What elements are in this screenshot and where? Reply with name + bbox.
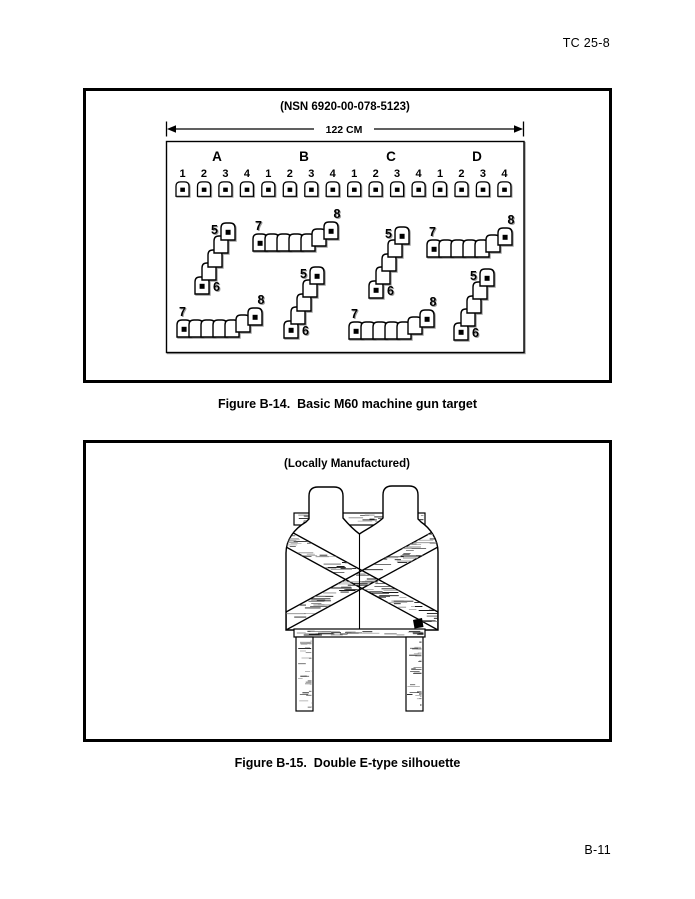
- lane-number: 4: [329, 168, 336, 180]
- document-reference: TC 25-8: [562, 36, 610, 50]
- arrow-left-icon: [167, 125, 176, 133]
- lane-number: 1: [179, 168, 186, 180]
- silhouette-target: [176, 182, 189, 196]
- figure-b14-drawing: [86, 91, 609, 380]
- group-label-5: 5: [300, 267, 307, 281]
- stand-right-leg: [406, 637, 423, 711]
- lane-number: 1: [265, 168, 272, 180]
- group-label-8: 8: [257, 293, 265, 307]
- lane-number: 2: [458, 168, 465, 180]
- aim-square-silhouette: [326, 182, 339, 196]
- width-dimension-label: 122 CM: [325, 123, 363, 136]
- aim-square-silhouette: [176, 182, 189, 196]
- group-label-6: 6: [472, 326, 479, 340]
- nsn-title: (NSN 6920-00-078-5123): [280, 101, 410, 113]
- aim-square-silhouette: [369, 182, 382, 196]
- lane-number: 3: [394, 168, 401, 180]
- silhouette-target: [348, 182, 361, 196]
- figure-b14-frame: [83, 88, 612, 383]
- lane-number: 2: [372, 168, 379, 180]
- column-letter: C: [386, 149, 396, 164]
- silhouette-target: [240, 182, 253, 196]
- silhouette-target: [305, 182, 318, 196]
- silhouette-target: [283, 182, 296, 196]
- silhouette-target: [248, 308, 262, 325]
- stand-left-leg: [296, 637, 313, 711]
- silhouette-target: [221, 223, 235, 240]
- group-label-7: 7: [179, 305, 186, 319]
- silhouette-target: [420, 310, 434, 327]
- group-label-6: 6: [213, 280, 220, 294]
- arrow-right-icon: [514, 125, 523, 133]
- silhouette-target: [476, 182, 489, 196]
- lane-number: 2: [200, 168, 208, 180]
- aim-square-silhouette: [240, 182, 253, 196]
- page-number: B-11: [584, 843, 611, 857]
- lane-number: 1: [351, 168, 358, 180]
- lane-number: 2: [286, 168, 293, 180]
- aim-square-silhouette: [434, 182, 447, 196]
- figure-b15-drawing: [86, 443, 609, 739]
- group-label-7: 7: [351, 307, 358, 321]
- aim-square-silhouette: [305, 182, 318, 196]
- lane-number: 3: [222, 168, 229, 180]
- lane-number: 4: [501, 168, 508, 180]
- figure-b14-caption: Figure B-14. Basic M60 machine gun target: [217, 397, 478, 411]
- aim-square-silhouette: [262, 182, 275, 196]
- group-label-5: 5: [385, 227, 392, 241]
- silhouette-target: [498, 228, 512, 245]
- aim-square-silhouette: [476, 182, 489, 196]
- group-label-8: 8: [429, 295, 437, 309]
- column-letter: D: [472, 149, 482, 164]
- group-label-7: 7: [255, 219, 262, 233]
- aim-square-silhouette: [412, 182, 425, 196]
- figure-b15-title: (Locally Manufactured): [284, 458, 410, 470]
- aim-square-silhouette: [455, 182, 468, 196]
- silhouette-target: [262, 182, 275, 196]
- silhouette-target: [198, 182, 211, 196]
- silhouette-target: [391, 182, 404, 196]
- lane-number: 4: [415, 168, 422, 180]
- silhouette-target: [369, 182, 382, 196]
- lane-number: 4: [243, 168, 250, 180]
- silhouette-target: [324, 222, 338, 239]
- figure-b15-caption: Figure B-15. Double E-type silhouette: [234, 756, 461, 770]
- lane-number: 1: [436, 168, 444, 180]
- lane-number: 3: [308, 168, 315, 180]
- group-label-7: 7: [429, 225, 436, 239]
- column-letter: A: [212, 149, 222, 164]
- silhouette-target: [480, 269, 494, 286]
- aim-square-silhouette: [219, 182, 232, 196]
- aim-square-silhouette: [348, 182, 361, 196]
- figure-b15-frame: [83, 440, 612, 742]
- silhouette-target: [434, 182, 447, 196]
- silhouette-target: [395, 227, 409, 244]
- dimension-line: [167, 122, 524, 137]
- aim-square-silhouette: [391, 182, 404, 196]
- group-label-5: 5: [470, 269, 477, 283]
- silhouette-target: [326, 182, 339, 196]
- stand-crossboard: [294, 629, 425, 637]
- lane-number: 3: [479, 168, 487, 180]
- aim-square-silhouette: [498, 182, 511, 196]
- group-label-5: 5: [211, 223, 218, 237]
- aim-square-silhouette: [283, 182, 296, 196]
- silhouette-target: [310, 267, 324, 284]
- group-label-8: 8: [507, 213, 515, 227]
- silhouette-target: [455, 182, 468, 196]
- group-label-8: 8: [333, 207, 341, 221]
- group-label-6: 6: [387, 284, 394, 298]
- column-letter: B: [299, 149, 309, 164]
- group-label-6: 6: [302, 324, 309, 338]
- silhouette-target: [219, 182, 232, 196]
- silhouette-target: [498, 182, 511, 196]
- silhouette-target: [412, 182, 425, 196]
- aim-square-silhouette: [198, 182, 211, 196]
